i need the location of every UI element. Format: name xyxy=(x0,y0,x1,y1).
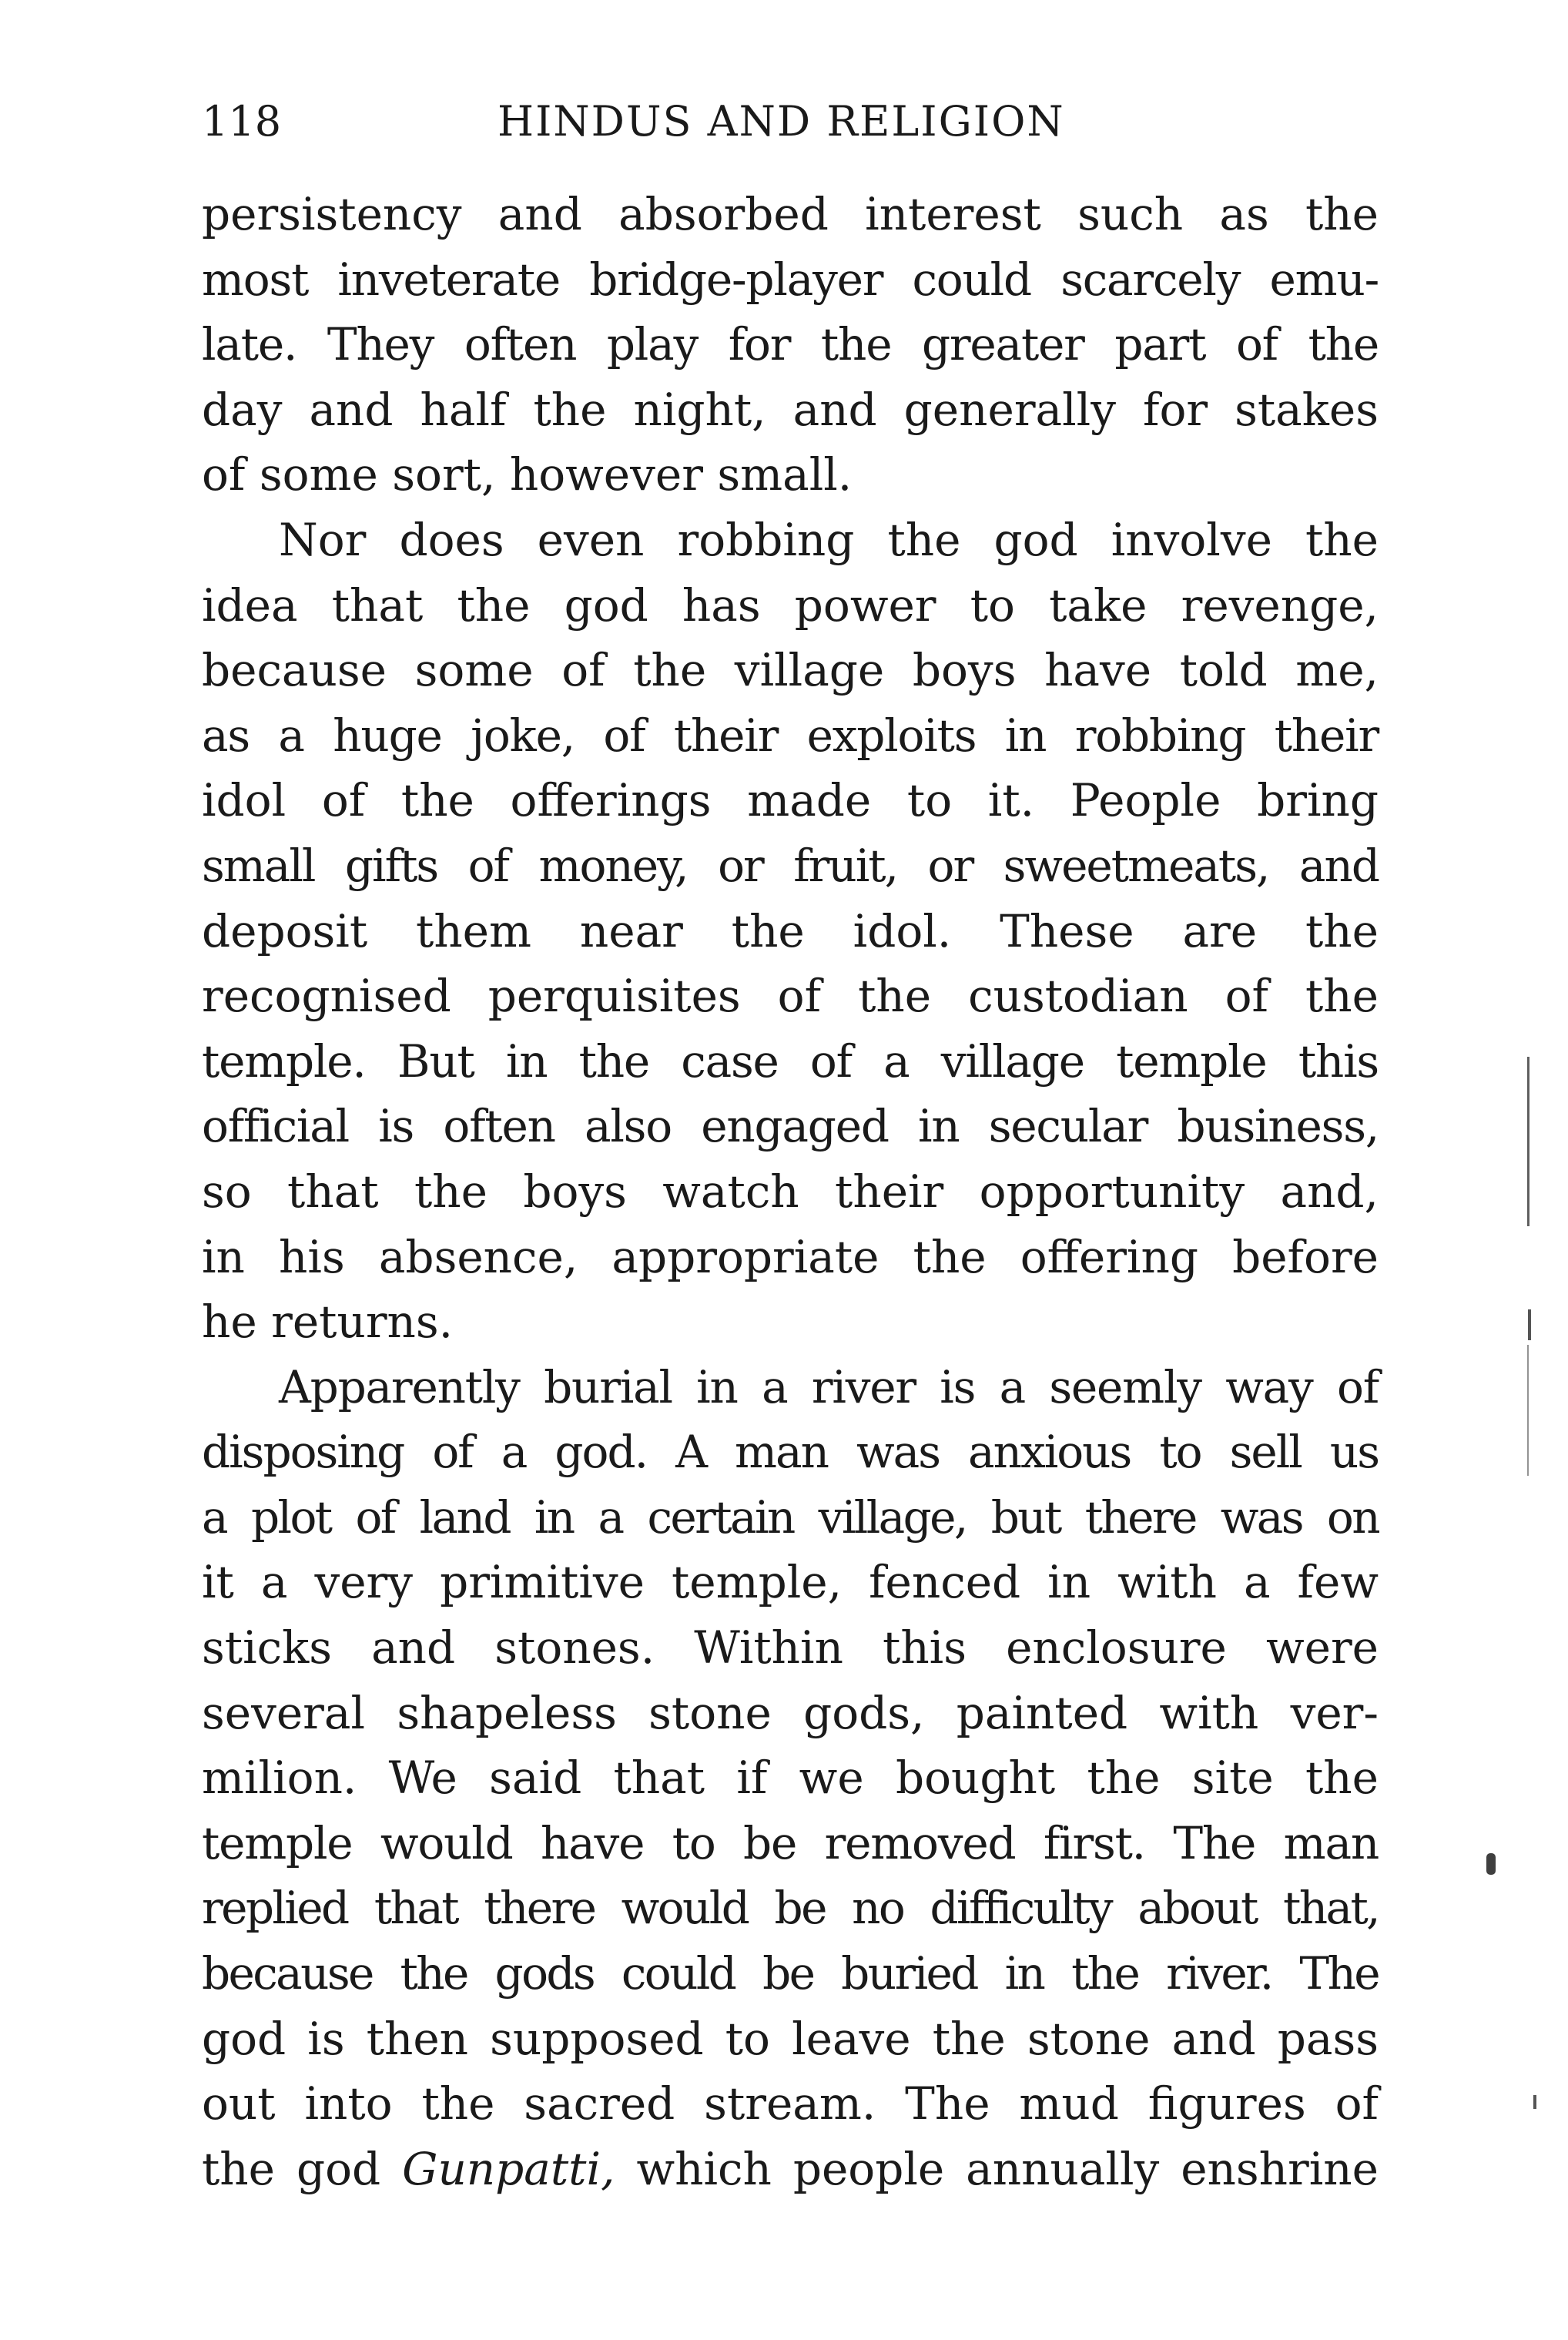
text-line: he returns. xyxy=(202,1296,454,1349)
text-line: temple would have to be removed first. The man xyxy=(202,1816,1379,1869)
page-number: 118 xyxy=(202,97,282,146)
text-line: official is often also engaged in secular business, xyxy=(202,1100,1379,1153)
text-line: most inveterate bridge-player could scarcely emu- xyxy=(202,253,1379,306)
italic-deity-name: Gunpatti, xyxy=(402,2142,615,2195)
text-line: late. They often play for the greater part of the xyxy=(202,318,1379,371)
margin-mark xyxy=(1486,1853,1496,1875)
text-line: god is then supposed to leave the stone and pass xyxy=(202,2012,1379,2065)
text-line: recognised perquisites of the custodian of the xyxy=(202,970,1379,1023)
text-line: it a very primitive temple, fenced in with a few xyxy=(202,1556,1379,1609)
text-line: so that the boys watch their opportunity and, xyxy=(202,1165,1379,1218)
margin-mark xyxy=(1527,1345,1529,1476)
text-fragment: which people annually enshrine xyxy=(615,2142,1379,2195)
text-line: because some of the village boys have told me, xyxy=(202,644,1379,697)
text-line: because the gods could be buried in the river. The xyxy=(202,1947,1379,2000)
text-fragment: the god xyxy=(202,2142,403,2195)
text-line-with-italic xyxy=(202,2137,1379,2202)
text-line: milion. We said that if we bought the site the xyxy=(202,1752,1379,1805)
text-line: deposit them near the idol. These are the xyxy=(202,904,1379,957)
text-line: several shapeless stone gods, painted with ver- xyxy=(202,1686,1379,1739)
text-line: as a huge joke, of their exploits in robbing their xyxy=(202,709,1379,762)
text-line: out into the sacred stream. The mud figures of xyxy=(202,2077,1379,2130)
margin-mark xyxy=(1533,2095,1536,2109)
text-line: replied that there would be no difficulty about that, xyxy=(202,1882,1379,1935)
text-line: temple. But in the case of a village temple this xyxy=(202,1034,1379,1088)
text-line: idea that the god has power to take revenge, xyxy=(202,578,1379,632)
text-line: day and half the night, and generally for stakes xyxy=(202,383,1379,436)
margin-mark xyxy=(1528,1309,1531,1340)
text-line: a plot of land in a certain village, but there was on xyxy=(202,1490,1379,1544)
running-title: HINDUS AND RELIGION xyxy=(498,97,1065,146)
paragraph-start-line: Nor does even robbing the god involve the xyxy=(279,513,1379,566)
text-line: disposing of a god. A man was anxious to sell us xyxy=(202,1426,1379,1479)
margin-mark xyxy=(1527,1057,1529,1226)
text-line: in his absence, appropriate the offering before xyxy=(202,1230,1379,1283)
text-line: persistency and absorbed interest such as the xyxy=(202,188,1379,240)
running-head xyxy=(202,91,1379,153)
text-line: idol of the offerings made to it. People bring xyxy=(202,774,1379,827)
paragraph-start-line: Apparently burial in a river is a seemly way of xyxy=(279,1360,1379,1413)
body-text xyxy=(202,182,1379,2201)
text-line: sticks and stones. Within this enclosure were xyxy=(202,1621,1379,1675)
text-line: small gifts of money, or fruit, or sweetmeats, and xyxy=(202,839,1379,892)
text-line: of some sort, however small. xyxy=(202,448,853,501)
